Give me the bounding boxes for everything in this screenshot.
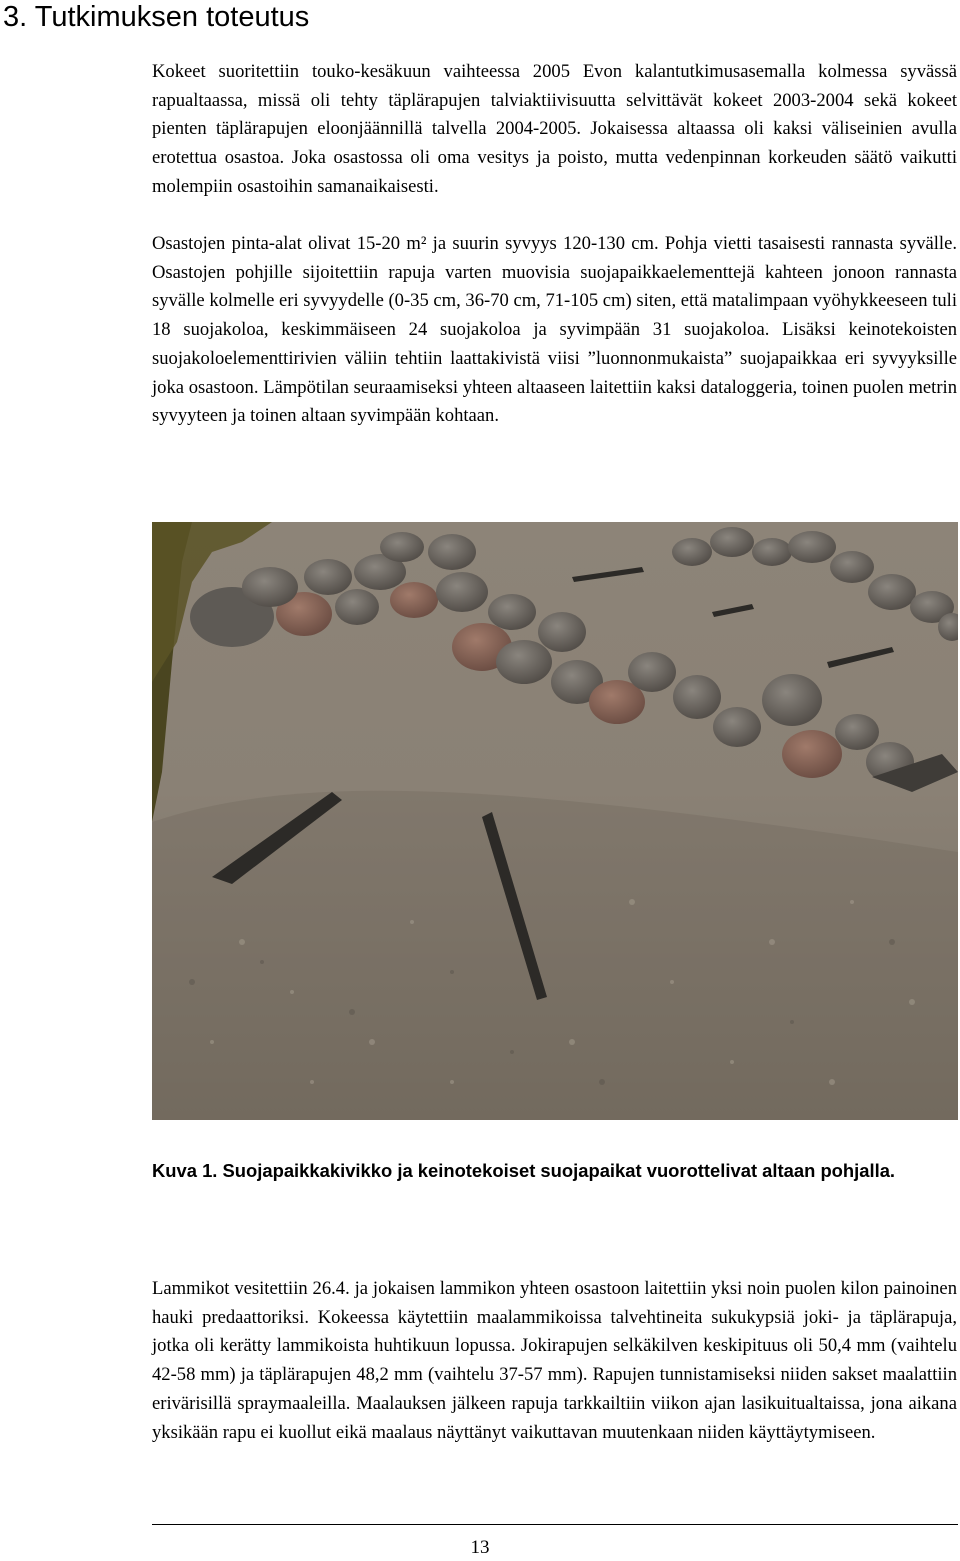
- footer-rule: [152, 1524, 958, 1525]
- paragraph-shelter-elements: Osastojen pinta-alat olivat 15-20 m² ja suurin syvyys 120-130 cm. Pohja vietti tasaisesti rannasta syvälle. Osastojen pohjille sijoitettiin rapuja varten muovisia suojapaikkaelementtejä kahteen jonoon rannasta syvälle kolmelle eri syvyydelle (0-35 cm, 36-70 cm, 71-105 cm) siten, että matalimpaan vyöhykkeeseen tuli 18 suojakoloa, keskimmäiseen 24 suojakoloa ja syvimpään 31 suojakoloa. Lisäksi keinotekoisten suojakoloelementtirivien väliin tehtiin laattakivistä viisi ”luonnonmukaista” suojapaikkaa eri syvyyksille joka osastoon. Lämpötilan seuraamiseksi yhteen altaaseen laitettiin kaksi dataloggeria, toinen puolen metrin syvyyteen ja toinen altaan syvimpään kohtaan.: [152, 233, 957, 427]
- paragraph-pond-procedure: Lammikot vesitettiin 26.4. ja jokaisen lammikon yhteen osastoon laitettiin yksi noin puolen kilon painoinen hauki predaattoriksi. Kokeessa käytettiin maalammikoissa talvehtineita sukukypsiä joki- ja täplärapuja, jotka oli kerätty lammikoista huhtikuun lopussa. Jokirapujen selkäkilven keskipituus oli 50,4 mm (vaihtelu 42-58 mm) ja täplärapujen 48,2 mm (vaihtelu 37-57 mm). Rapujen tunnistamiseksi niiden sakset maalattiin erivärisillä spraymaaleilla. Maalauksen jälkeen rapuja tarkkailtiin viikon ajan lasikuitualtaissa, jona aikana yksikään rapu ei kuollut eikä maalaus näyttänyt vaikuttavan muutenkaan niiden käyttäytymiseen.: [152, 1278, 957, 1443]
- section-heading: 3. Tutkimuksen toteutus: [3, 1, 310, 33]
- page-number: 13: [470, 1537, 490, 1558]
- figure-caption: Kuva 1. Suojapaikkakivikko ja keinotekoiset suojapaikat vuorottelivat altaan pohjalla.: [152, 1160, 896, 1181]
- paragraph-methods-setup: Kokeet suoritettiin touko-kesäkuun vaihteessa 2005 Evon kalantutkimusasemalla kolmessa syvässä rapualtaassa, missä oli tehty täplärapujen talviaktiivisuutta selvittävät kokeet 2003-2004 sekä kokeet pienten täplärapujen eloonjäännillä talvella 2004-2005. Jokaisessa altaassa oli kaksi väliseinien avulla erotettua osastoa. Joka osastossa oli oma vesitys ja poisto, mutta vedenpinnan korkeuden säätö vaikutti molempiin osastoihin samanaikaisesti.: [152, 61, 957, 197]
- figure-photo: [152, 522, 958, 1120]
